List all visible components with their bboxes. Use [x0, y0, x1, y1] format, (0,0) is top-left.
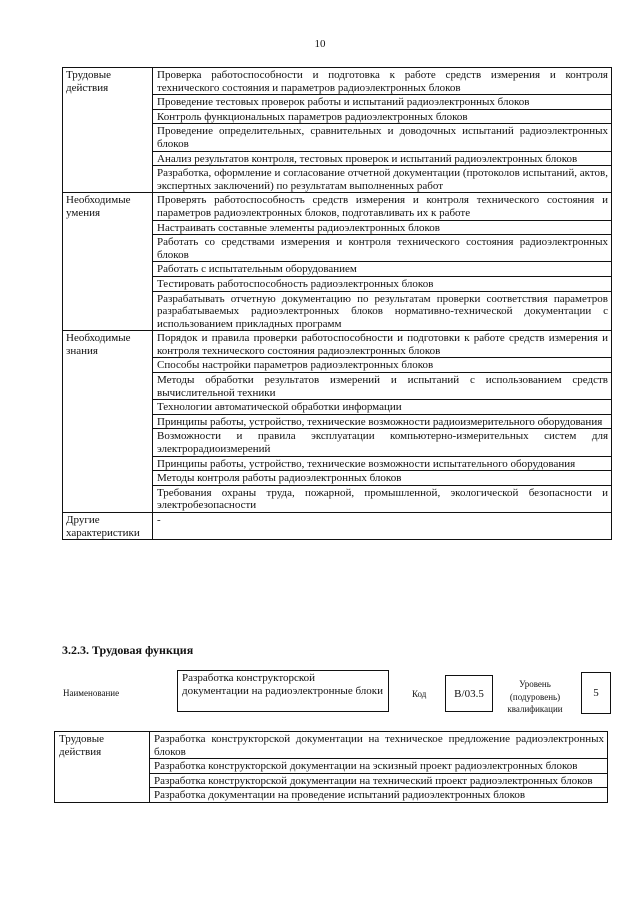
row-text: Возможности и правила эксплуатации компьютерно-измерительных систем для электрорадиоизмерений: [153, 429, 612, 456]
row-text: Тестировать работоспособность радиоэлектронных блоков: [153, 276, 612, 291]
code-value-box: [445, 675, 493, 712]
level-label-line-3: квалификации: [507, 704, 563, 714]
row-text: Разработка документации на проведение испытаний радиоэлектронных блоков: [150, 788, 608, 803]
row-text: Методы обработки результатов измерений и испытаний с использованием средств вычислительной техники: [153, 373, 612, 400]
row-text: Разработка конструкторской документации на эскизный проект радиоэлектронных блоков: [150, 759, 608, 774]
table-row: [55, 732, 608, 759]
level-label-line-1: Уровень: [519, 679, 551, 689]
row-text: Работать с испытательным оборудованием: [153, 262, 612, 277]
row-text: Проведение тестовых проверок работы и испытаний радиоэлектронных блоков: [153, 95, 612, 110]
row-text: Способы настройки параметров радиоэлектронных блоков: [153, 358, 612, 373]
section-heading: Трудовые действия: [63, 68, 153, 193]
row-text: Разрабатывать отчетную документацию по результатам проверки соответствия параметров разрабатываемых радиоэлектронных блоков нормативно-технической документации с использованием прикладных программ: [153, 291, 612, 331]
level-value: 5: [593, 687, 599, 699]
row-text: Требования охраны труда, пожарной, промышленной, экологической безопасности и электробезопасности: [153, 485, 612, 512]
row-text: Разработка конструкторской документации на техническое предложение радиоэлектронных блоков: [150, 732, 608, 759]
row-text: -: [153, 513, 612, 540]
name-value: Разработка конструкторской документации на радиоэлектронные блоки: [182, 672, 383, 698]
table-row: [63, 68, 612, 95]
requirements-table: [62, 67, 612, 540]
row-text: Принципы работы, устройство, технические возможности радиоизмерительного оборудования: [153, 414, 612, 429]
row-text: Порядок и правила проверки работоспособности и подготовки к работе средств измерения и контроля технического состояния радиоэлектронных блоков: [153, 331, 612, 358]
section-heading: Трудовые действия: [55, 732, 150, 803]
code-label: Код: [412, 689, 427, 699]
table-row: [63, 513, 612, 540]
section-heading: Другие характеристики: [63, 513, 153, 540]
table-row: [63, 193, 612, 220]
level-value-box: [581, 672, 611, 714]
row-text: Настраивать составные элементы радиоэлектронных блоков: [153, 220, 612, 235]
row-text: Работать со средствами измерения и контроля технического состояния радиоэлектронных блоков: [153, 235, 612, 262]
row-text: Разработка, оформление и согласование отчетной документации (протоколов испытаний, актов, экспертных заключений) по результатам выполненных работ: [153, 166, 612, 193]
row-text: Контроль функциональных параметров радиоэлектронных блоков: [153, 109, 612, 124]
row-text: Принципы работы, устройство, технические возможности испытательного оборудования: [153, 456, 612, 471]
row-text: Анализ результатов контроля, тестовых проверок и испытаний радиоэлектронных блоков: [153, 151, 612, 166]
level-label: [498, 678, 572, 716]
row-text: Технологии автоматической обработки информации: [153, 400, 612, 415]
name-label: Наименование: [63, 688, 120, 698]
level-label-line-2: (подуровень): [509, 691, 561, 702]
row-text: Методы контроля работы радиоэлектронных блоков: [153, 471, 612, 486]
section-title: 3.2.3. Трудовая функция: [62, 643, 194, 657]
row-text: Проверка работоспособности и подготовка к работе средств измерения и контроля технического состояния и параметров радиоэлектронных блоков: [153, 68, 612, 95]
row-text: Проведение определительных, сравнительных и доводочных испытаний радиоэлектронных блоков: [153, 124, 612, 151]
table-row: [63, 331, 612, 358]
row-text: Проверять работоспособность средств измерения и контроля технического состояния и параметров радиоэлектронных блоков, подготавливать их к работе: [153, 193, 612, 220]
function-actions-table: [54, 731, 608, 803]
row-text: Разработка конструкторской документации на технический проект радиоэлектронных блоков: [150, 773, 608, 788]
name-value-box: [177, 670, 389, 712]
page-number: 10: [314, 38, 326, 50]
code-value: В/03.5: [454, 687, 484, 700]
section-heading: Необходимые знания: [63, 331, 153, 513]
section-heading: Необходимые умения: [63, 193, 153, 331]
